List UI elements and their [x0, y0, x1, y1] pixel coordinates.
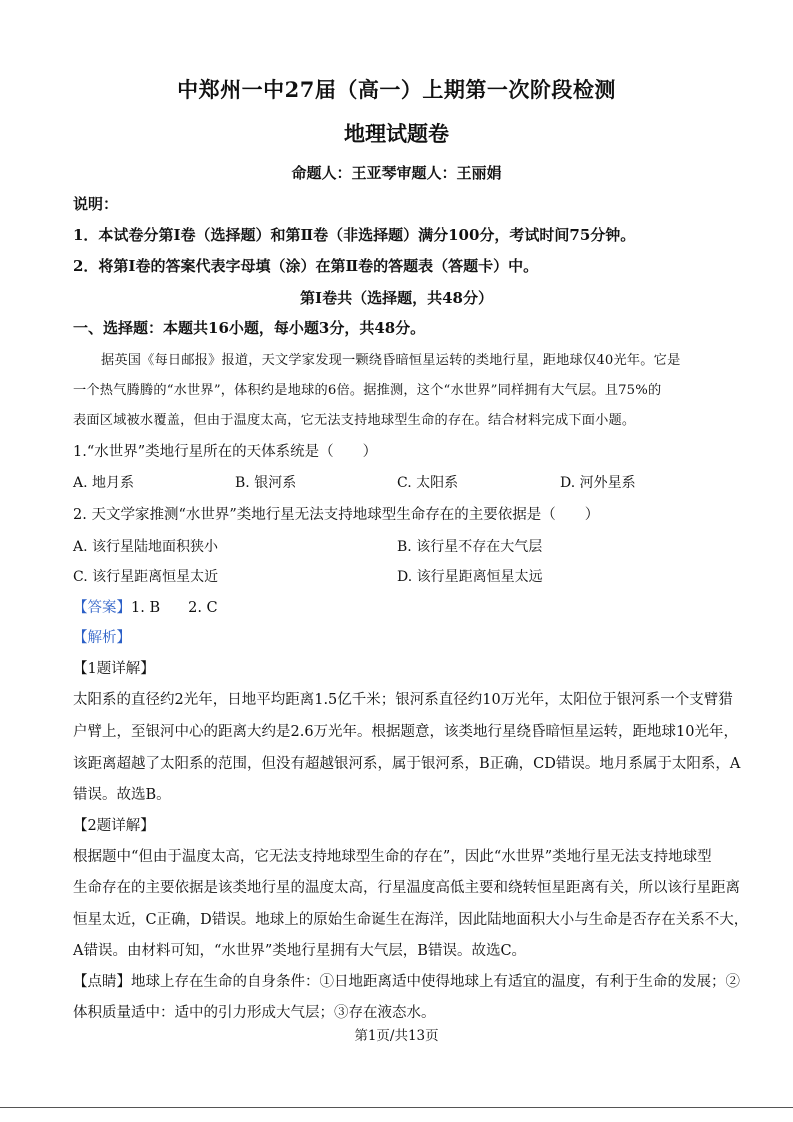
instruction-item-1: 1．本试卷分第Ⅰ卷（选择题）和第Ⅱ卷（非选择题）满分100分，考试时间75分钟。	[73, 226, 636, 244]
answer-1: 1. B	[131, 600, 161, 616]
analysis-label: 【解析】	[73, 630, 131, 646]
detail-2-title: 【2题详解】	[73, 818, 155, 834]
q2-option-a: A. 该行星陆地面积狭小	[73, 539, 219, 555]
q2-stem: 2. 天文学家推测“水世界”类地行星无法支持地球型生命存在的主要依据是（ ）	[73, 507, 600, 523]
section-title: 第Ⅰ卷共（选择题，共48分）	[300, 289, 493, 307]
tip-label: 【点睛】	[73, 974, 131, 990]
q1-option-c: C. 太阳系	[397, 475, 459, 491]
material-line-3: 表面区域被水覆盖，但由于温度太高，它无法支持地球型生命的存在。结合材料完成下面小题。	[73, 413, 636, 428]
q2-option-c: C. 该行星距离恒星太近	[73, 569, 219, 585]
instruction-item-2: 2．将第Ⅰ卷的答案代表字母填（涂）在第Ⅱ卷的答题表（答题卡）中。	[73, 257, 539, 275]
detail-1-line-3: 该距离超越了太阳系的范围，但没有超越银河系，属于银河系，B正确，CD错误。地月系属于太阳系，A	[73, 756, 741, 772]
detail-2-line-4: A错误。由材料可知，“水世界”类地行星拥有大气层，B错误。故选C。	[73, 943, 527, 959]
detail-1-line-2: 户臂上，至银河中心的距离大约是2.6万光年。根据题意，该类地行星绕昏暗恒星运转，距地球10光年，	[73, 724, 739, 740]
material-line-2: 一个热气腾腾的“水世界”，体积约是地球的6倍。据推测，这个“水世界”同样拥有大气层。且75%的	[73, 383, 662, 398]
detail-2-line-3: 恒星太近，C正确，D错误。地球上的原始生命诞生在海洋，因此陆地面积大小与生命是否存在关系不大，	[73, 912, 749, 928]
q1-stem: 1.“水世界”类地行星所在的天体系统是（ ）	[73, 444, 378, 460]
q2-option-b: B. 该行星不存在大气层	[397, 539, 543, 555]
part1-heading: 一、选择题：本题共16小题，每小题3分，共48分。	[73, 319, 426, 337]
detail-1-line-4: 错误。故选B。	[73, 787, 171, 803]
answer-line	[73, 598, 723, 618]
page-number: 第1页/共13页	[354, 1028, 439, 1044]
tip-line-2: 体积质量适中：适中的引力形成大气层；③存在液态水。	[73, 1005, 436, 1021]
answer-2: 2. C	[188, 600, 218, 616]
answer-label: 【答案】	[73, 600, 131, 616]
detail-1-title: 【1题详解】	[73, 661, 155, 677]
material-line-1: 据英国《每日邮报》报道，天文学家发现一颗绕昏暗恒星运转的类地行星，距地球仅40光年。它是	[101, 353, 681, 368]
tip-text-1: 地球上存在生命的自身条件：①日地距离适中使得地球上有适宜的温度，有利于生命的发展；②	[131, 974, 740, 990]
tip-line-1	[73, 972, 740, 992]
q1-option-d: D. 河外星系	[560, 475, 636, 491]
detail-2-line-2: 生命存在的主要依据是该类地行星的温度太高，行星温度高低主要和绕转恒星距离有关，所以该行星距离	[73, 880, 740, 896]
bottom-divider	[0, 1107, 793, 1108]
q2-option-d: D. 该行星距离恒星太远	[397, 569, 543, 585]
authors-line: 命题人：王亚琴审题人：王丽娟	[291, 164, 502, 182]
q1-option-b: B. 银河系	[235, 475, 297, 491]
detail-2-line-1: 根据题中“但由于温度太高，它无法支持地球型生命的存在”，因此“水世界”类地行星无法支持地球型	[73, 849, 712, 865]
instructions-label: 说明：	[73, 195, 119, 213]
exam-title: 中郑州一中27届（高一）上期第一次阶段检测	[177, 77, 616, 102]
exam-subtitle: 地理试题卷	[344, 121, 449, 146]
detail-1-line-1: 太阳系的直径约2光年，日地平均距离1.5亿千米；银河系直径约10万光年，太阳位于银河系一个支臂猎	[73, 692, 733, 708]
q1-option-a: A. 地月系	[73, 475, 135, 491]
